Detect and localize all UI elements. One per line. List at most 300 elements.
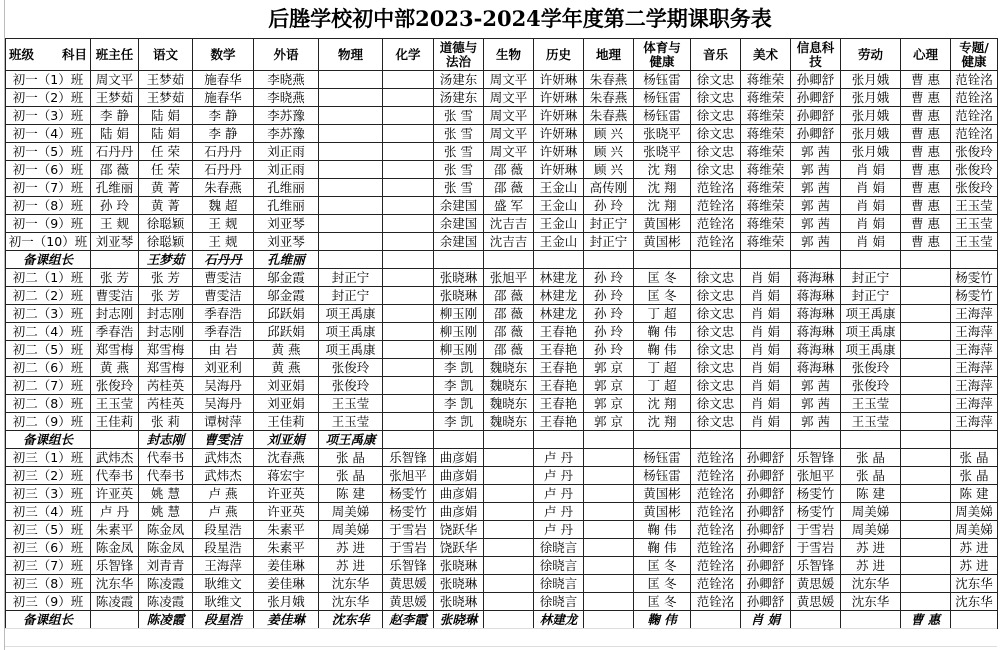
teacher-cell: [319, 215, 383, 233]
teacher-cell: 封志刚: [139, 323, 193, 341]
teacher-cell: 周文平: [484, 143, 534, 161]
teacher-cell: 李苏豫: [254, 107, 319, 125]
teacher-cell: 王海萍: [951, 305, 998, 323]
teacher-cell: 许妍琳: [534, 143, 584, 161]
teacher-cell: [434, 251, 484, 269]
teacher-cell: 鞠 伟: [634, 323, 691, 341]
teacher-cell: 蒋维荣: [741, 161, 791, 179]
teacher-cell: 饶跃华: [434, 521, 484, 539]
teacher-cell: 项王禹康: [319, 305, 383, 323]
teacher-cell: 卢 丹: [534, 467, 584, 485]
teacher-cell: 张月娥: [841, 125, 901, 143]
teacher-cell: 张 芳: [139, 269, 193, 287]
teacher-cell: [584, 251, 634, 269]
teacher-cell: 项王禹康: [841, 341, 901, 359]
teacher-cell: [484, 611, 534, 629]
teacher-cell: 王玉莹: [91, 395, 139, 413]
teacher-cell: [319, 197, 383, 215]
teacher-cell: 陈凌霞: [139, 611, 193, 629]
teacher-cell: [383, 413, 434, 431]
teacher-cell: 林建龙: [534, 305, 584, 323]
teacher-cell: 张旭平: [791, 467, 841, 485]
teacher-cell: 邵 薇: [91, 161, 139, 179]
teacher-cell: 徐晓言: [534, 575, 584, 593]
teacher-cell: 邬金霞: [254, 269, 319, 287]
teacher-cell: 范铨洺: [951, 89, 998, 107]
teacher-cell: 郑雪梅: [139, 359, 193, 377]
teacher-cell: 匡 冬: [634, 287, 691, 305]
teacher-cell: 黄思媛: [383, 593, 434, 611]
teacher-cell: 项王禹康: [319, 341, 383, 359]
teacher-cell: 沈东华: [319, 593, 383, 611]
teacher-cell: 肖 娟: [741, 413, 791, 431]
teacher-cell: 李 凯: [434, 359, 484, 377]
teacher-cell: 吴海丹: [193, 395, 254, 413]
teacher-cell: 曹 惠: [901, 143, 951, 161]
teacher-cell: [383, 161, 434, 179]
teacher-cell: 徐文忠: [691, 413, 741, 431]
teacher-cell: 杨雯竹: [951, 269, 998, 287]
teacher-cell: 陈 建: [841, 485, 901, 503]
teacher-cell: 芮桂英: [139, 395, 193, 413]
teacher-cell: 杨钰雷: [634, 449, 691, 467]
teacher-cell: [319, 71, 383, 89]
teacher-cell: 朱素平: [91, 521, 139, 539]
teacher-cell: 张晓平: [634, 125, 691, 143]
teacher-cell: 曲彦娟: [434, 449, 484, 467]
teacher-cell: 张月娥: [841, 107, 901, 125]
teacher-cell: 孙 玲: [584, 287, 634, 305]
row-label-cell: 初一（4）班: [6, 125, 91, 143]
teacher-cell: 陆 娟: [139, 125, 193, 143]
teacher-cell: [383, 287, 434, 305]
teacher-cell: 曹 惠: [901, 197, 951, 215]
teacher-cell: 王金山: [534, 197, 584, 215]
teacher-cell: [484, 539, 534, 557]
teacher-cell: 沈吉吉: [484, 215, 534, 233]
teacher-cell: 朱春燕: [584, 71, 634, 89]
teacher-cell: [319, 161, 383, 179]
teacher-cell: 周美娣: [319, 503, 383, 521]
teacher-cell: [691, 251, 741, 269]
teacher-cell: 周美娣: [319, 521, 383, 539]
teacher-cell: 封正宁: [584, 215, 634, 233]
teacher-cell: 陈金凤: [139, 521, 193, 539]
teacher-cell: [901, 431, 951, 449]
teacher-cell: [319, 125, 383, 143]
teacher-cell: [534, 251, 584, 269]
teacher-cell: 乐智锋: [383, 557, 434, 575]
teacher-cell: 苏 进: [951, 557, 998, 575]
teacher-cell: 张 晶: [951, 467, 998, 485]
teacher-cell: 张 晶: [319, 467, 383, 485]
teacher-cell: 周文平: [484, 125, 534, 143]
teacher-cell: 姜佳琳: [254, 557, 319, 575]
teacher-cell: [901, 413, 951, 431]
class-row: [6, 539, 998, 557]
teacher-cell: 王梦茹: [139, 89, 193, 107]
class-row: [6, 593, 998, 611]
row-label-cell: 初二（2）班: [6, 287, 91, 305]
teacher-cell: [383, 359, 434, 377]
teacher-cell: 乐智锋: [791, 557, 841, 575]
teacher-cell: 许妍琳: [534, 107, 584, 125]
teacher-cell: 封正宁: [319, 287, 383, 305]
teacher-cell: 许妍琳: [534, 125, 584, 143]
row-label-cell: 初一（5）班: [6, 143, 91, 161]
teacher-cell: 张月娥: [841, 89, 901, 107]
teacher-cell: 王玉莹: [951, 215, 998, 233]
teacher-cell: 孙卿舒: [741, 503, 791, 521]
teacher-cell: [901, 575, 951, 593]
teacher-cell: 王 觌: [193, 233, 254, 251]
teacher-cell: 徐晓言: [534, 539, 584, 557]
teacher-cell: 张 雪: [434, 125, 484, 143]
column-header: 生物: [484, 39, 534, 71]
class-row: [6, 557, 998, 575]
teacher-cell: 郭 京: [584, 395, 634, 413]
teacher-cell: 朱素平: [254, 521, 319, 539]
class-row: [6, 215, 998, 233]
teacher-cell: 鞠 伟: [634, 521, 691, 539]
teacher-cell: 郭 茜: [791, 413, 841, 431]
teacher-cell: 周美娣: [951, 521, 998, 539]
teacher-cell: 魏 超: [193, 197, 254, 215]
teacher-cell: 蒋维荣: [741, 125, 791, 143]
teacher-cell: 孙卿舒: [741, 467, 791, 485]
teacher-cell: [901, 467, 951, 485]
teacher-cell: [584, 467, 634, 485]
teacher-cell: 曹 惠: [901, 179, 951, 197]
teacher-cell: 沈东华: [91, 575, 139, 593]
teacher-cell: 肖 娟: [841, 179, 901, 197]
teacher-cell: 李 静: [193, 107, 254, 125]
teacher-cell: 曹 惠: [901, 161, 951, 179]
teacher-cell: 陈凌霞: [139, 593, 193, 611]
teacher-cell: 刘亚娟: [254, 377, 319, 395]
teacher-cell: 王玉莹: [951, 197, 998, 215]
teacher-cell: 张旭平: [383, 467, 434, 485]
teacher-cell: 张俊玲: [319, 377, 383, 395]
teacher-cell: 周文平: [484, 107, 534, 125]
group-leader-row: [6, 431, 998, 449]
teacher-cell: 孔维丽: [254, 197, 319, 215]
row-label-cell: 初三（6）班: [6, 539, 91, 557]
teacher-cell: 周文平: [484, 71, 534, 89]
teacher-cell: [383, 107, 434, 125]
teacher-cell: 杨雯竹: [951, 287, 998, 305]
teacher-cell: 曹雯洁: [193, 269, 254, 287]
corner-right-label: 科目: [61, 46, 87, 62]
teacher-cell: 杨钰雷: [634, 89, 691, 107]
teacher-cell: 肖 娟: [841, 197, 901, 215]
teacher-cell: 曹 惠: [901, 233, 951, 251]
teacher-cell: 张旭平: [484, 269, 534, 287]
teacher-cell: [383, 143, 434, 161]
teacher-cell: 郭 茜: [791, 215, 841, 233]
teacher-cell: 刘亚琴: [91, 233, 139, 251]
teacher-cell: 沈 翔: [634, 161, 691, 179]
teacher-cell: 陆 娟: [139, 107, 193, 125]
row-label-cell: 初二（4）班: [6, 323, 91, 341]
teacher-cell: 曲彦娟: [434, 485, 484, 503]
teacher-cell: 柳玉刚: [434, 323, 484, 341]
teacher-cell: [484, 503, 534, 521]
teacher-cell: [841, 611, 901, 629]
teacher-cell: 范铨洺: [951, 107, 998, 125]
teacher-cell: 王海萍: [951, 413, 998, 431]
column-header: 物理: [319, 39, 383, 71]
class-row: [6, 287, 998, 305]
teacher-cell: 郭 茜: [791, 233, 841, 251]
teacher-cell: 耿维文: [193, 593, 254, 611]
teacher-cell: 范铨洺: [951, 125, 998, 143]
teacher-cell: [434, 431, 484, 449]
teacher-cell: [484, 467, 534, 485]
teacher-cell: 杨雯竹: [791, 503, 841, 521]
teacher-cell: 曹雯洁: [193, 287, 254, 305]
teacher-cell: 孙卿舒: [791, 107, 841, 125]
teacher-cell: [901, 503, 951, 521]
teacher-cell: 卢 燕: [193, 485, 254, 503]
teacher-cell: 郭 茜: [791, 179, 841, 197]
teacher-cell: 陆 娟: [91, 125, 139, 143]
page-title: 后塍学校初中部2023-2024学年度第二学期课职务表: [268, 6, 772, 31]
class-row: [6, 413, 998, 431]
row-label-cell: 初一（3）班: [6, 107, 91, 125]
teacher-cell: [383, 251, 434, 269]
teacher-cell: 顾 兴: [584, 161, 634, 179]
teacher-cell: 张俊玲: [951, 161, 998, 179]
row-label-cell: 初一（6）班: [6, 161, 91, 179]
teacher-cell: [383, 305, 434, 323]
teacher-cell: 孔维丽: [91, 179, 139, 197]
teacher-cell: 段星浩: [193, 611, 254, 629]
teacher-cell: 孙卿舒: [741, 575, 791, 593]
teacher-cell: [383, 215, 434, 233]
teacher-cell: [741, 431, 791, 449]
teacher-cell: 苏 进: [841, 557, 901, 575]
teacher-cell: 姜佳琳: [254, 611, 319, 629]
teacher-cell: 孙卿舒: [741, 593, 791, 611]
teacher-cell: 饶跃华: [434, 539, 484, 557]
teacher-cell: 沈东华: [951, 593, 998, 611]
teacher-cell: 孙卿舒: [741, 485, 791, 503]
column-header: 音乐: [691, 39, 741, 71]
teacher-cell: 汤建东: [434, 89, 484, 107]
teacher-cell: 蒋维荣: [741, 143, 791, 161]
teacher-cell: 杨雯竹: [383, 485, 434, 503]
teacher-cell: 徐聪颖: [139, 215, 193, 233]
teacher-cell: [383, 71, 434, 89]
teacher-cell: [691, 431, 741, 449]
teacher-cell: 于雪岩: [791, 539, 841, 557]
teacher-cell: 陈金凤: [91, 539, 139, 557]
teacher-cell: 孙 玲: [584, 197, 634, 215]
teacher-cell: 匡 冬: [634, 593, 691, 611]
teacher-cell: 邱跃娟: [254, 305, 319, 323]
teacher-cell: 郭 茜: [791, 161, 841, 179]
teacher-cell: 孙卿舒: [791, 89, 841, 107]
teacher-cell: [484, 449, 534, 467]
teacher-cell: 蒋海琳: [791, 305, 841, 323]
column-header: 体育与 健康: [634, 39, 691, 71]
teacher-cell: [319, 251, 383, 269]
teacher-cell: 邵 薇: [484, 341, 534, 359]
teacher-cell: 张 雪: [434, 161, 484, 179]
teacher-cell: 曹 惠: [901, 215, 951, 233]
teacher-cell: [901, 305, 951, 323]
teacher-cell: 蒋维荣: [741, 215, 791, 233]
teacher-cell: 张 雪: [434, 107, 484, 125]
teacher-cell: [383, 89, 434, 107]
teacher-cell: 陈 建: [319, 485, 383, 503]
teacher-cell: [584, 593, 634, 611]
teacher-cell: 周文平: [91, 71, 139, 89]
teacher-cell: 张俊玲: [319, 359, 383, 377]
teacher-cell: 耿维文: [193, 575, 254, 593]
class-row: [6, 197, 998, 215]
teacher-cell: 卢 燕: [193, 503, 254, 521]
teacher-cell: 陈金凤: [139, 539, 193, 557]
teacher-cell: 卢 丹: [534, 503, 584, 521]
teacher-cell: 余建国: [434, 197, 484, 215]
class-row: [6, 125, 998, 143]
teacher-cell: [484, 593, 534, 611]
teacher-cell: [484, 251, 534, 269]
class-row: [6, 377, 998, 395]
class-row: [6, 449, 998, 467]
teacher-cell: [951, 431, 998, 449]
empty-sheet-grid: [5, 628, 997, 650]
teacher-cell: 李 凯: [434, 395, 484, 413]
teacher-cell: 徐文忠: [691, 359, 741, 377]
teacher-cell: 王玉莹: [319, 413, 383, 431]
class-row: [6, 269, 998, 287]
teacher-cell: 郭 京: [584, 377, 634, 395]
teacher-cell: 黄 燕: [254, 359, 319, 377]
row-label-cell: 初一（2）班: [6, 89, 91, 107]
teacher-cell: 徐文忠: [691, 323, 741, 341]
teacher-cell: 项王禹康: [319, 431, 383, 449]
teacher-cell: 王 觌: [193, 215, 254, 233]
teacher-cell: 刘青青: [139, 557, 193, 575]
teacher-cell: [584, 431, 634, 449]
row-label-cell: 初三（2）班: [6, 467, 91, 485]
teacher-cell: 姚 慧: [139, 503, 193, 521]
teacher-cell: 周美娣: [841, 503, 901, 521]
teacher-cell: [791, 431, 841, 449]
column-header: 地理: [584, 39, 634, 71]
teacher-cell: [383, 341, 434, 359]
teacher-cell: 许亚英: [254, 485, 319, 503]
teacher-cell: 肖 娟: [741, 305, 791, 323]
teacher-cell: [691, 611, 741, 629]
row-label-cell: 初一（8）班: [6, 197, 91, 215]
row-label-cell: 备课组长: [6, 431, 91, 449]
teacher-cell: [91, 251, 139, 269]
teacher-cell: 邵 薇: [484, 161, 534, 179]
teacher-cell: 李 凯: [434, 377, 484, 395]
teacher-cell: 徐文忠: [691, 143, 741, 161]
teacher-cell: 孙 玲: [91, 197, 139, 215]
teacher-cell: 代奉书: [91, 467, 139, 485]
row-label-cell: 初一（9）班: [6, 215, 91, 233]
teacher-cell: 卢 丹: [534, 521, 584, 539]
teacher-cell: 王梦茹: [139, 251, 193, 269]
teacher-cell: [901, 449, 951, 467]
teacher-cell: [791, 611, 841, 629]
class-row: [6, 467, 998, 485]
teacher-cell: 肖 娟: [741, 341, 791, 359]
teacher-cell: 徐文忠: [691, 287, 741, 305]
teacher-cell: 王金山: [534, 233, 584, 251]
teacher-cell: 任 荣: [139, 161, 193, 179]
teacher-cell: 郭 茜: [791, 143, 841, 161]
teacher-cell: 林建龙: [534, 287, 584, 305]
teacher-cell: 徐晓言: [534, 593, 584, 611]
row-label-cell: 初三（3）班: [6, 485, 91, 503]
column-header: 心理: [901, 39, 951, 71]
teacher-cell: 代奉书: [139, 449, 193, 467]
teacher-cell: [383, 431, 434, 449]
teacher-cell: 范铨洺: [691, 179, 741, 197]
teacher-cell: 沈 翔: [634, 197, 691, 215]
teacher-cell: 王金山: [534, 215, 584, 233]
teacher-cell: 武炜杰: [193, 467, 254, 485]
teacher-cell: [901, 377, 951, 395]
teacher-cell: 李 静: [193, 125, 254, 143]
teacher-cell: 徐文忠: [691, 305, 741, 323]
teacher-cell: 姜佳琳: [254, 575, 319, 593]
teacher-cell: 任 荣: [139, 143, 193, 161]
teacher-cell: 孙 玲: [584, 269, 634, 287]
teacher-cell: [584, 485, 634, 503]
teacher-cell: 鞠 伟: [634, 539, 691, 557]
teacher-cell: 邵 薇: [484, 305, 534, 323]
teacher-cell: 朱春燕: [584, 107, 634, 125]
teacher-cell: 黄思媛: [383, 575, 434, 593]
teacher-cell: 郭 茜: [791, 377, 841, 395]
teacher-cell: 徐文忠: [691, 269, 741, 287]
teacher-cell: 邵 薇: [484, 323, 534, 341]
teacher-cell: [383, 125, 434, 143]
teacher-cell: [584, 503, 634, 521]
teacher-cell: 杨钰雷: [634, 467, 691, 485]
class-row: [6, 359, 998, 377]
teacher-cell: 陈凌霞: [139, 575, 193, 593]
teacher-cell: 王海萍: [951, 377, 998, 395]
teacher-cell: 张俊玲: [841, 359, 901, 377]
teacher-cell: 由 岩: [193, 341, 254, 359]
teacher-cell: 石丹丹: [91, 143, 139, 161]
teacher-cell: 张俊玲: [91, 377, 139, 395]
teacher-cell: 封志刚: [139, 305, 193, 323]
teacher-cell: 匡 冬: [634, 269, 691, 287]
teacher-cell: 沈东华: [951, 575, 998, 593]
teacher-cell: 于雪岩: [791, 521, 841, 539]
teacher-cell: 张月娥: [841, 143, 901, 161]
row-label-cell: 初二（8）班: [6, 395, 91, 413]
teacher-cell: 王海萍: [951, 323, 998, 341]
teacher-cell: 匡 冬: [634, 557, 691, 575]
teacher-cell: 曹 惠: [901, 89, 951, 107]
teacher-cell: [534, 431, 584, 449]
teacher-cell: 魏晓东: [484, 377, 534, 395]
teacher-cell: 王春艳: [534, 323, 584, 341]
teacher-cell: 丁 超: [634, 305, 691, 323]
teacher-cell: 季春浩: [193, 305, 254, 323]
